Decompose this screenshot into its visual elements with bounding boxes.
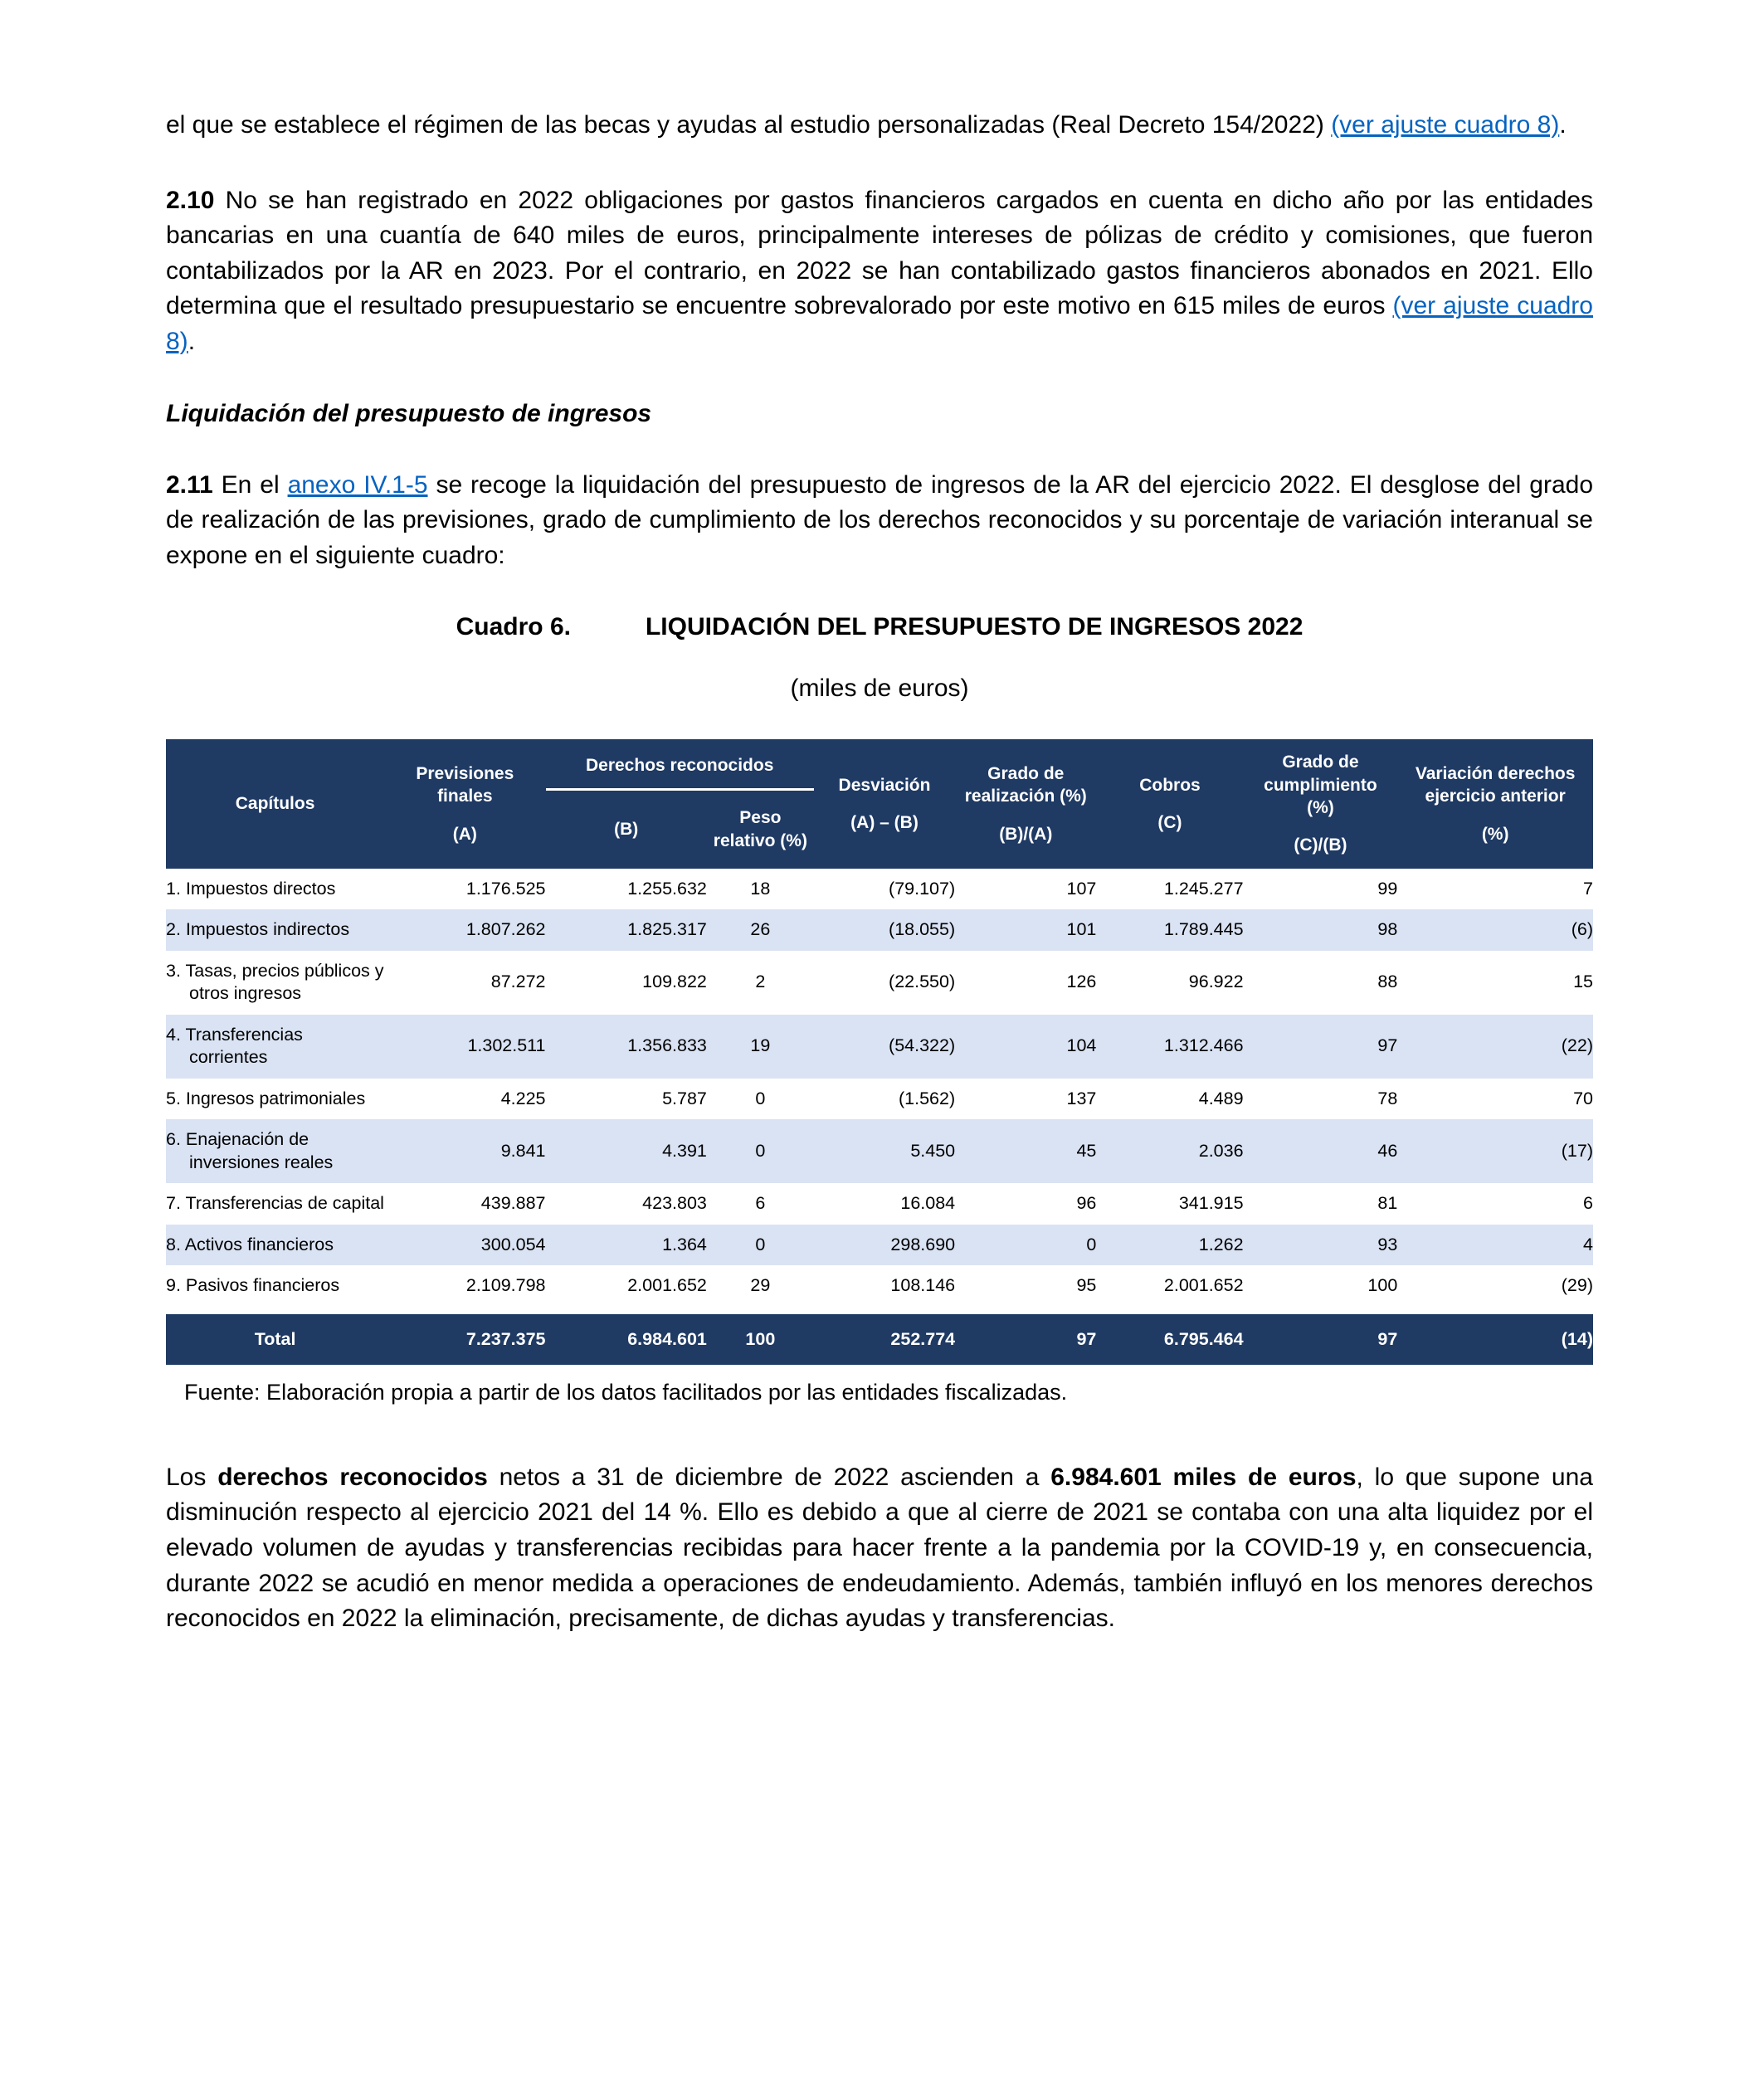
cell-previsiones: 4.225 [500, 1088, 546, 1108]
capitulo-label: 1. Impuestos directos [166, 878, 336, 899]
header-sublabel: (C) [1157, 812, 1182, 832]
cell-peso-relativo: 2 [755, 972, 766, 992]
cell-desviacion: (1.562) [899, 1088, 956, 1108]
paragraph-text: Los [166, 1463, 218, 1491]
cell-cobros: 2.001.652 [1163, 1275, 1244, 1296]
header-sublabel: (%) [1481, 824, 1509, 844]
paragraph-2-11 [166, 468, 1593, 574]
cell-variacion: 70 [1573, 1088, 1593, 1108]
paragraph-text: En el [212, 470, 288, 499]
bold-text: 6.984.601 miles de euros [1050, 1463, 1357, 1491]
cell-grado-cumplimiento: 100 [1367, 1275, 1398, 1296]
table-subtitle: (miles de euros) [790, 675, 969, 703]
cell-peso-relativo: 26 [750, 919, 771, 940]
cell-cobros: 1.789.445 [1163, 919, 1244, 940]
table-caption [166, 613, 1593, 641]
cell-derechos-b: 1.255.632 [627, 878, 707, 899]
cell-variacion: (29) [1561, 1275, 1593, 1296]
capitulo-label: 7. Transferencias de capital [166, 1193, 384, 1214]
cell-previsiones: 2.109.798 [465, 1275, 546, 1296]
table-row [166, 1183, 1593, 1225]
cell-variacion: (6) [1571, 919, 1593, 940]
col-header-grado-realizacion [955, 739, 1096, 868]
cell-cobros-total: 6.795.464 [1096, 1310, 1243, 1365]
cell-derechos-b: 423.803 [642, 1193, 707, 1214]
source-note: Fuente: Elaboración propia a partir de los datos facilitados por las entidades fiscalizadas. [184, 1379, 1068, 1405]
link-ver-ajuste-cuadro-8[interactable]: (ver ajuste cuadro 8) [1331, 111, 1560, 139]
cell-derechos-b: 5.787 [662, 1088, 707, 1108]
paragraph-text: el que se establece el régimen de las becas y ayudas al estudio personalizadas (Real Decreto 154/2022) [166, 111, 1332, 139]
cell-previsiones: 9.841 [500, 1140, 546, 1161]
capitulo-label: 2. Impuestos indirectos [166, 919, 350, 940]
col-header-desviacion [814, 739, 955, 868]
header-label: Cobros [1139, 775, 1201, 795]
capitulo-label: 8. Activos financieros [166, 1234, 334, 1254]
table-row [166, 869, 1593, 910]
table-row [166, 1079, 1593, 1120]
cell-grado-cumplimiento: 46 [1377, 1140, 1398, 1161]
caption-label: Cuadro 6. [456, 613, 571, 641]
cell-desviacion: (18.055) [889, 919, 956, 940]
cell-peso-relativo-total: 100 [707, 1310, 814, 1365]
header-sublabel: (C)/(B) [1294, 835, 1347, 855]
cell-derechos-b-total: 6.984.601 [546, 1310, 707, 1365]
section-heading: Liquidación del presupuesto de ingresos [166, 399, 652, 427]
cell-cobros: 96.922 [1188, 972, 1244, 992]
cell-desviacion: (54.322) [889, 1035, 956, 1056]
paragraph-number: 2.10 [166, 186, 215, 214]
cell-capitulo [166, 909, 384, 951]
paragraph-intro [166, 108, 1593, 144]
capitulo-label: 5. Ingresos patrimoniales [166, 1088, 366, 1108]
paragraph-text: . [1559, 111, 1567, 139]
cell-peso-relativo: 0 [755, 1140, 766, 1161]
cell-cobros: 341.915 [1178, 1193, 1244, 1214]
cell-cobros: 2.036 [1198, 1140, 1244, 1161]
cell-grado-cumplimiento: 93 [1377, 1234, 1398, 1254]
cell-capitulo [166, 1119, 384, 1183]
cell-total-label: Total [166, 1310, 384, 1365]
cell-variacion: (22) [1561, 1035, 1593, 1056]
table-row [166, 1265, 1593, 1310]
table-row [166, 909, 1593, 951]
cell-grado-cumplimiento: 78 [1377, 1088, 1398, 1108]
cell-grado-realizacion: 45 [1076, 1140, 1097, 1161]
cell-grado-cumplimiento-total: 97 [1244, 1310, 1398, 1365]
cell-grado-realizacion: 95 [1076, 1275, 1097, 1296]
col-header-variacion-derechos [1397, 739, 1593, 868]
cell-capitulo [166, 1225, 384, 1266]
cell-desviacion: 5.450 [910, 1140, 956, 1161]
document-page [166, 108, 1593, 1637]
cell-desviacion: 16.084 [900, 1193, 956, 1214]
cell-grado-cumplimiento: 99 [1377, 878, 1398, 899]
cell-desviacion-total: 252.774 [814, 1310, 955, 1365]
cell-derechos-b: 109.822 [642, 972, 707, 992]
cell-derechos-b: 1.364 [662, 1234, 707, 1254]
cell-grado-cumplimiento: 97 [1377, 1035, 1398, 1056]
cell-peso-relativo: 0 [755, 1088, 766, 1108]
cell-peso-relativo: 19 [750, 1035, 771, 1056]
paragraph-text: . [188, 327, 196, 355]
cell-capitulo [166, 1183, 384, 1225]
cell-derechos-b: 2.001.652 [627, 1275, 707, 1296]
cell-variacion: 6 [1583, 1193, 1593, 1214]
cell-derechos-b: 4.391 [662, 1140, 707, 1161]
cell-peso-relativo: 0 [755, 1234, 766, 1254]
header-label: Desviación [838, 775, 931, 795]
cell-cobros: 1.245.277 [1163, 878, 1244, 899]
cell-peso-relativo: 6 [755, 1193, 766, 1214]
col-header-cobros [1096, 739, 1243, 868]
header-row-top [166, 739, 1593, 789]
cell-desviacion: (22.550) [889, 972, 956, 992]
cell-variacion: 7 [1583, 878, 1593, 899]
header-label: Grado de cumplimiento (%) [1264, 753, 1377, 817]
table-row [166, 1015, 1593, 1079]
cell-cobros: 1.312.466 [1163, 1035, 1244, 1056]
paragraph-text: No se han registrado en 2022 obligaciones por gastos financieros cargados en cuenta en dicho año por las entidades bancarias en una cuantía de 640 miles de euros, principalmente intereses de pólizas de crédito y comisiones, que fueron contabilizados por la AR en 2023. Por el contrario, en 2022 se han contabilizado gastos financieros abonados en 2021. Ello determina que el resultado presupuestario se encuentre sobrevalorado por este motivo en 615 miles de euros [166, 186, 1593, 320]
col-header-peso-relativo: Peso relativo (%) [707, 789, 814, 868]
cell-capitulo [166, 1265, 384, 1310]
capitulo-label: 4. Transferencias corrientes [166, 1024, 303, 1068]
cell-peso-relativo: 29 [750, 1275, 771, 1296]
cell-cobros: 4.489 [1198, 1088, 1244, 1108]
cell-capitulo [166, 951, 384, 1015]
cell-derechos-b: 1.356.833 [627, 1035, 707, 1056]
cell-grado-realizacion: 107 [1066, 878, 1097, 899]
header-sublabel: (A) [452, 824, 477, 844]
cell-previsiones: 87.272 [490, 972, 546, 992]
cell-variacion: 4 [1583, 1234, 1593, 1254]
paragraph-text: netos a 31 de diciembre de 2022 ascienden a [487, 1463, 1051, 1491]
cell-capitulo [166, 869, 384, 910]
total-row [166, 1310, 1593, 1365]
cell-grado-cumplimiento: 88 [1377, 972, 1398, 992]
header-label: Variación derechos ejercicio anterior [1415, 763, 1576, 806]
paragraph-2-10 [166, 183, 1593, 360]
paragraph-number: 2.11 [166, 470, 213, 499]
cell-peso-relativo: 18 [750, 878, 771, 899]
capitulo-label: 9. Pasivos financieros [166, 1275, 340, 1296]
cell-grado-realizacion: 101 [1066, 919, 1097, 940]
cell-derechos-b: 1.825.317 [627, 919, 707, 940]
cell-variacion: (17) [1561, 1140, 1593, 1161]
cell-previsiones: 439.887 [480, 1193, 546, 1214]
link-ver-ajuste-cuadro-8[interactable]: (ver ajuste cuadro 8) [166, 292, 1593, 355]
cell-grado-realizacion: 137 [1066, 1088, 1097, 1108]
cell-grado-cumplimiento: 98 [1377, 919, 1398, 940]
cell-grado-realizacion: 96 [1076, 1193, 1097, 1214]
table-row [166, 1225, 1593, 1266]
cell-desviacion: 298.690 [890, 1234, 956, 1254]
cell-desviacion: (79.107) [889, 878, 956, 899]
cell-grado-realizacion-total: 97 [955, 1310, 1096, 1365]
cell-capitulo [166, 1079, 384, 1120]
header-sublabel: (A) – (B) [850, 812, 919, 832]
header-sublabel: (B)/(A) [999, 824, 1053, 844]
closing-paragraph [166, 1460, 1593, 1637]
col-header-previsiones-finales [384, 739, 545, 868]
table-row [166, 1119, 1593, 1183]
cell-variacion-total: (14) [1397, 1310, 1593, 1365]
table-row [166, 951, 1593, 1015]
paragraph-text: se recoge la liquidación del presupuesto de ingresos de la AR del ejercicio 2022. El desglose del grado de realización de las previsiones, grado de cumplimiento de los derechos reconocidos y su porcentaje de variación interanual se expone en el siguiente cuadro: [166, 470, 1593, 569]
cell-grado-realizacion: 126 [1066, 972, 1097, 992]
cell-grado-cumplimiento: 81 [1377, 1193, 1398, 1214]
budget-table [166, 739, 1593, 1364]
header-label: Grado de realización (%) [964, 763, 1087, 806]
capitulo-label: 3. Tasas, precios públicos y otros ingresos [166, 960, 384, 1004]
col-header-grado-cumplimiento [1244, 739, 1398, 868]
caption-title: LIQUIDACIÓN DEL PRESUPUESTO DE INGRESOS 2022 [645, 613, 1304, 641]
cell-grado-realizacion: 0 [1086, 1234, 1097, 1254]
cell-grado-realizacion: 104 [1066, 1035, 1097, 1056]
cell-variacion: 15 [1573, 972, 1593, 992]
cell-desviacion: 108.146 [890, 1275, 956, 1296]
col-header-capitulos: Capítulos [166, 739, 384, 868]
header-label: Previsiones finales [416, 763, 514, 806]
cell-previsiones: 1.302.511 [467, 1035, 546, 1056]
cell-previsiones: 1.807.262 [465, 919, 546, 940]
col-header-derechos-reconocidos: Derechos reconocidos [546, 739, 814, 789]
cell-previsiones-total: 7.237.375 [384, 1310, 545, 1365]
cell-capitulo [166, 1015, 384, 1079]
cell-cobros: 1.262 [1198, 1234, 1244, 1254]
capitulo-label: 6. Enajenación de inversiones reales [166, 1129, 334, 1172]
col-header-b: (B) [546, 789, 707, 868]
cell-previsiones: 300.054 [480, 1234, 546, 1254]
bold-text: derechos reconocidos [217, 1463, 488, 1491]
cell-previsiones: 1.176.525 [465, 878, 546, 899]
paragraph-text: , lo que supone una disminución respecto al ejercicio 2021 del 14 %. Ello es debido a que al cierre de 2021 se contaba con una alta liquidez por el elevado volumen de ayudas y transferencias recibidas para hacer frente a la pandemia por la COVID-19 y, en consecuencia, durante 2022 se acudió en menor medida a operaciones de endeudamiento. Además, también influyó en los menores derechos reconocidos en 2022 la eliminación, precisamente, de dichas ayudas y transferencias. [166, 1463, 1593, 1633]
link-anexo-iv-1-5[interactable]: anexo IV.1-5 [287, 470, 428, 499]
